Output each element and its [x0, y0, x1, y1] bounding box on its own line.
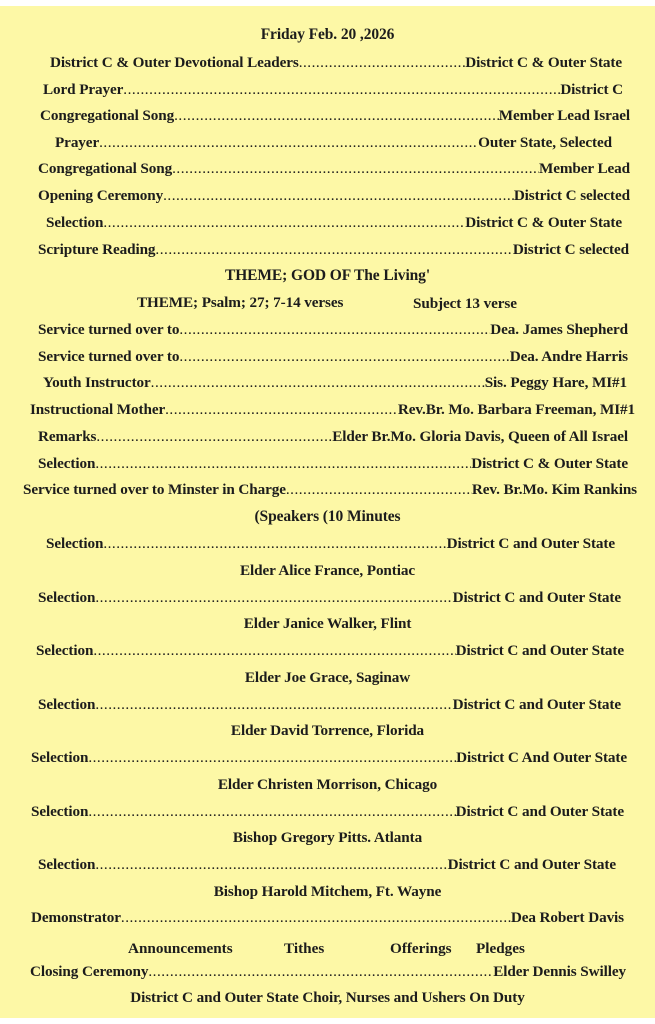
- speaker-name: Bishop Gregory Pitts. Atlanta: [232, 829, 423, 846]
- program-row-value: Sis. Peggy Hare, MI#1: [484, 374, 627, 391]
- program-row-label: Youth Instructor: [43, 374, 151, 391]
- program-row-label: Lord Prayer: [43, 81, 124, 98]
- program-date: Friday Feb. 20 ,2026: [260, 26, 395, 43]
- program-row: [38, 428, 628, 446]
- program-row-value: Member Lead: [539, 160, 630, 177]
- selection-by: District C and Outer State: [455, 803, 624, 820]
- dot-leader: [179, 321, 490, 339]
- program-row-label: Remarks: [38, 428, 97, 445]
- dot-leader: [165, 401, 398, 419]
- program-row-value: District C: [560, 81, 623, 98]
- dot-leader: [172, 160, 539, 178]
- dot-leader: [163, 187, 514, 205]
- program-row: [55, 134, 612, 152]
- selection-row: [46, 535, 615, 553]
- dot-leader: [95, 589, 452, 607]
- selection-label: Selection: [31, 749, 89, 766]
- program-row: [50, 54, 622, 72]
- footer-note: District C and Outer State Choir, Nurses and Ushers On Duty: [130, 989, 525, 1006]
- program-row: [38, 241, 629, 259]
- program-row: [40, 107, 630, 125]
- program-row: [38, 455, 628, 473]
- offering-tithes: Tithes: [284, 940, 325, 957]
- offering-announcements: Announcements: [128, 940, 233, 957]
- speaker-name: Elder David Torrence, Florida: [230, 722, 425, 739]
- selection-label: Selection: [38, 856, 96, 873]
- program-row-label: Selection: [38, 455, 96, 472]
- closing-row: [30, 963, 626, 981]
- theme-title: THEME; GOD OF The Living': [224, 267, 431, 284]
- dot-leader: [95, 696, 452, 714]
- dot-leader: [103, 214, 465, 232]
- speaker-name: Elder Christen Morrison, Chicago: [217, 776, 438, 793]
- speakers-heading: (Speakers (10 Minutes: [254, 508, 401, 525]
- selection-by: District C and Outer State: [455, 642, 624, 659]
- dot-leader: [179, 348, 509, 366]
- closing-label: Closing Ceremony: [30, 963, 149, 980]
- program-row: [38, 348, 628, 366]
- program-row-label: Congregational Song: [38, 160, 173, 177]
- dot-leader: [286, 481, 472, 499]
- speaker-name: Elder Alice France, Pontiac: [239, 562, 415, 579]
- selection-by: District C and Outer State: [452, 589, 621, 606]
- program-row-value: District C & Outer State: [465, 214, 622, 231]
- selection-row: [38, 696, 621, 714]
- program-row-value: Dea. James Shepherd: [490, 321, 628, 338]
- program-page: [0, 6, 655, 1018]
- program-row-value: District C selected: [513, 187, 630, 204]
- program-row-value: Member Lead Israel: [498, 107, 630, 124]
- selection-label: Selection: [31, 803, 89, 820]
- dot-leader: [93, 642, 455, 660]
- dot-leader: [174, 107, 499, 125]
- program-row-value: District C & Outer State: [471, 455, 628, 472]
- demonstrator-label: Demonstrator: [31, 909, 121, 926]
- dot-leader: [96, 428, 332, 446]
- program-row-label: Opening Ceremony: [38, 187, 164, 204]
- selection-label: Selection: [36, 642, 94, 659]
- program-row-label: Service turned over to Minster in Charge: [23, 481, 286, 498]
- selection-row: [38, 856, 616, 874]
- program-row: [30, 401, 635, 419]
- dot-leader: [103, 535, 446, 553]
- program-row-value: Elder Br.Mo. Gloria Davis, Queen of All Israel: [332, 428, 628, 445]
- program-row-value: District C selected: [512, 241, 629, 258]
- dot-leader: [123, 81, 560, 99]
- selection-label: Selection: [46, 535, 104, 552]
- selection-row: [31, 803, 624, 821]
- selection-row: [31, 749, 627, 767]
- program-row-label: Service turned over to: [38, 321, 180, 338]
- selection-label: Selection: [38, 696, 96, 713]
- program-row-value: Outer State, Selected: [478, 134, 612, 151]
- program-row: [38, 187, 630, 205]
- program-row: [43, 374, 627, 392]
- program-row-value: Rev.Br. Mo. Barbara Freeman, MI#1: [397, 401, 635, 418]
- selection-label: Selection: [38, 589, 96, 606]
- offering-offerings: Offerings: [390, 940, 452, 957]
- program-row: [38, 321, 628, 339]
- program-row-label: Prayer: [55, 134, 100, 151]
- program-row: [38, 160, 630, 178]
- program-row: [46, 214, 622, 232]
- selection-row: [36, 642, 624, 660]
- dot-leader: [148, 963, 493, 981]
- selection-by: District C and Outer State: [447, 856, 616, 873]
- theme-subject: Subject 13 verse: [413, 295, 517, 312]
- program-row-label: Selection: [46, 214, 104, 231]
- program-row-value: Dea. Andre Harris: [509, 348, 628, 365]
- dot-leader: [95, 455, 471, 473]
- program-row-label: Instructional Mother: [30, 401, 166, 418]
- program-row-label: Scripture Reading: [38, 241, 156, 258]
- offering-pledges: Pledges: [476, 940, 525, 957]
- selection-by: District C and Outer State: [452, 696, 621, 713]
- dot-leader: [95, 856, 447, 874]
- dot-leader: [99, 134, 478, 152]
- program-row: [43, 81, 623, 99]
- selection-by: District C and Outer State: [446, 535, 615, 552]
- closing-value: Elder Dennis Swilley: [493, 963, 626, 980]
- program-row-value: Rev. Br.Mo. Kim Rankins: [471, 481, 637, 498]
- program-row-label: Service turned over to: [38, 348, 180, 365]
- speaker-name: Bishop Harold Mitchem, Ft. Wayne: [213, 883, 442, 900]
- dot-leader: [88, 749, 456, 767]
- dot-leader: [155, 241, 512, 259]
- dot-leader: [88, 803, 455, 821]
- speaker-name: Elder Janice Walker, Flint: [243, 615, 412, 632]
- dot-leader: [151, 374, 485, 392]
- dot-leader: [299, 54, 466, 72]
- theme-scripture: THEME; Psalm; 27; 7-14 verses: [137, 294, 344, 311]
- selection-row: [38, 589, 621, 607]
- demonstrator-value: Dea Robert Davis: [510, 909, 624, 926]
- speaker-name: Elder Joe Grace, Saginaw: [244, 669, 411, 686]
- dot-leader: [121, 909, 511, 927]
- program-row-label: District C & Outer Devotional Leaders: [50, 54, 299, 71]
- program-row: [23, 481, 637, 499]
- selection-by: District C And Outer State: [456, 749, 627, 766]
- program-row-value: District C & Outer State: [465, 54, 622, 71]
- demonstrator-row: [31, 909, 624, 927]
- program-row-label: Congregational Song: [40, 107, 175, 124]
